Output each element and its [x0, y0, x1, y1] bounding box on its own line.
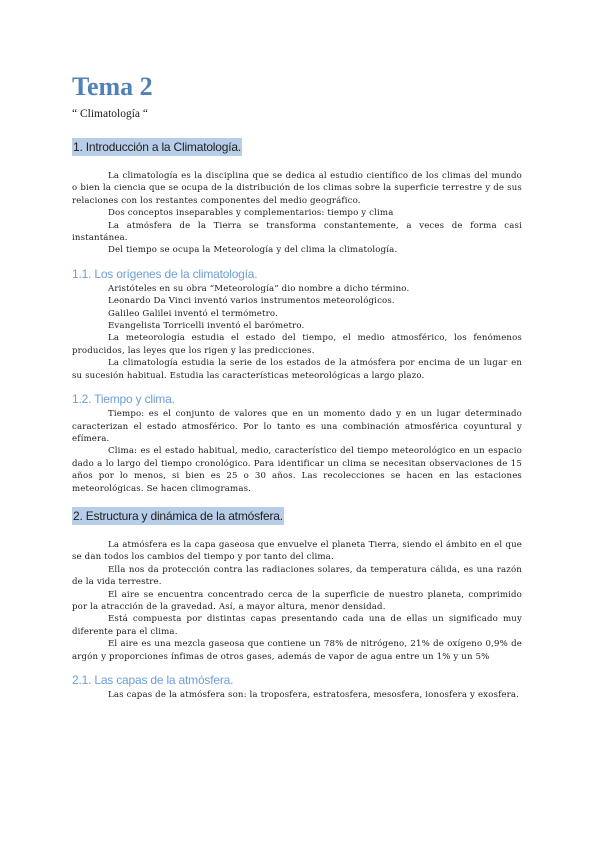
paragraph: Está compuesta por distintas capas presentando cada una de ellas un significado muy diferente para el clima. — [72, 614, 522, 637]
subsection-heading: 1.2. Tiempo y clima. — [72, 392, 175, 407]
paragraph: El aire se encuentra concentrado cerca de la superficie de nuestro planeta, comprimido por la atracción de la gravedad. Así, a mayor altura, menor densidad. — [72, 589, 522, 612]
paragraph: Del tiempo se ocupa la Meteorología y del clima la climatología. — [108, 245, 398, 256]
paragraph: Galileo Galilei inventó el termómetro. — [108, 308, 278, 319]
document-subtitle: “ Climatología “ — [72, 108, 149, 120]
subsection-heading: 2.1. Las capas de la atmósfera. — [72, 673, 234, 687]
paragraph: Tiempo: es el conjunto de valores que en un momento dado y en un lugar determinado caracterizan el estado atmosférico. Por lo tanto es una combinación atmosférica coyuntural y efímera. — [72, 409, 522, 444]
section — [72, 130, 522, 257]
paragraph: La climatología es la disciplina que se dedica al estudio científico de los climas del mundo o bien la ciencia que se ocupa de la distribución de los climas sobre la superficie terrestre y de sus relaciones con los restantes componentes del medio geográfico. — [72, 171, 522, 206]
section-heading: 2. Estructura y dinámica de la atmósfera. — [73, 508, 283, 523]
paragraph: Aristóteles en su obra “Meteorología” dio nombre a dicho término. — [108, 283, 410, 294]
paragraph: La meteorología estudia el estado del tiempo, el medio atmosférico, los fenómenos producidos, las leyes que los rigen y las predicciones. — [72, 333, 522, 356]
paragraph: Las capas de la atmósfera son: la troposfera, estratosfera, mesosfera, ionosfera y exosfera. — [108, 690, 520, 700]
section — [72, 267, 522, 382]
document-title: Tema 2 — [72, 72, 153, 101]
paragraph: Ella nos da protección contra las radiaciones solares, da temperatura cálida, es una razón de la vida terrestre. — [72, 564, 522, 588]
section — [72, 392, 522, 495]
paragraph: Dos conceptos inseparables y complementarios: tiempo y clima — [108, 208, 394, 219]
paragraph: La atmósfera es la capa gaseosa que envuelve el planeta Tierra, siendo el ámbito en el que se dan todos los cambios del tiempo y por tanto del clima. — [72, 539, 522, 563]
paragraph: Leonardo Da Vinci inventó varios instrumentos meteorológicos. — [108, 296, 395, 307]
document-content — [72, 130, 522, 701]
paragraph: Clima: es el estado habitual, medio, característico del tiempo meteorológico en un espacio dado a lo largo del tiempo cronológico. Para identificar un clima se necesitan observaciones de 15 años por lo menos, si bien es 25 o 30 años. Las recolecciones se hacen en las estaciones meteorológicas. Se hacen climogramas. — [72, 446, 522, 494]
paragraph: La atmósfera de la Tierra se transforma constantemente, a veces de forma casi instantánea. — [72, 220, 522, 244]
paragraph: El aire es una mezcla gaseosa que contiene un 78% de nitrógeno, 21% de oxígeno 0,9% de argón y proporciones ínfimas de otros gases, además de vapor de agua entre un 1% y un 5% — [72, 639, 522, 662]
section — [72, 673, 522, 701]
paragraph: Evangelista Torricelli inventó el barómetro. — [108, 321, 305, 332]
subsection-heading: 1.1. Los orígenes de la climatología. — [72, 266, 258, 281]
paragraph: La climatología estudia la serie de los estados de la atmósfera por encima de un lugar en su sucesión habitual. Estudia las características meteorológicas a largo plazo. — [72, 358, 522, 381]
section-heading: 1. Introducción a la Climatología. — [73, 140, 241, 154]
section — [72, 499, 522, 663]
